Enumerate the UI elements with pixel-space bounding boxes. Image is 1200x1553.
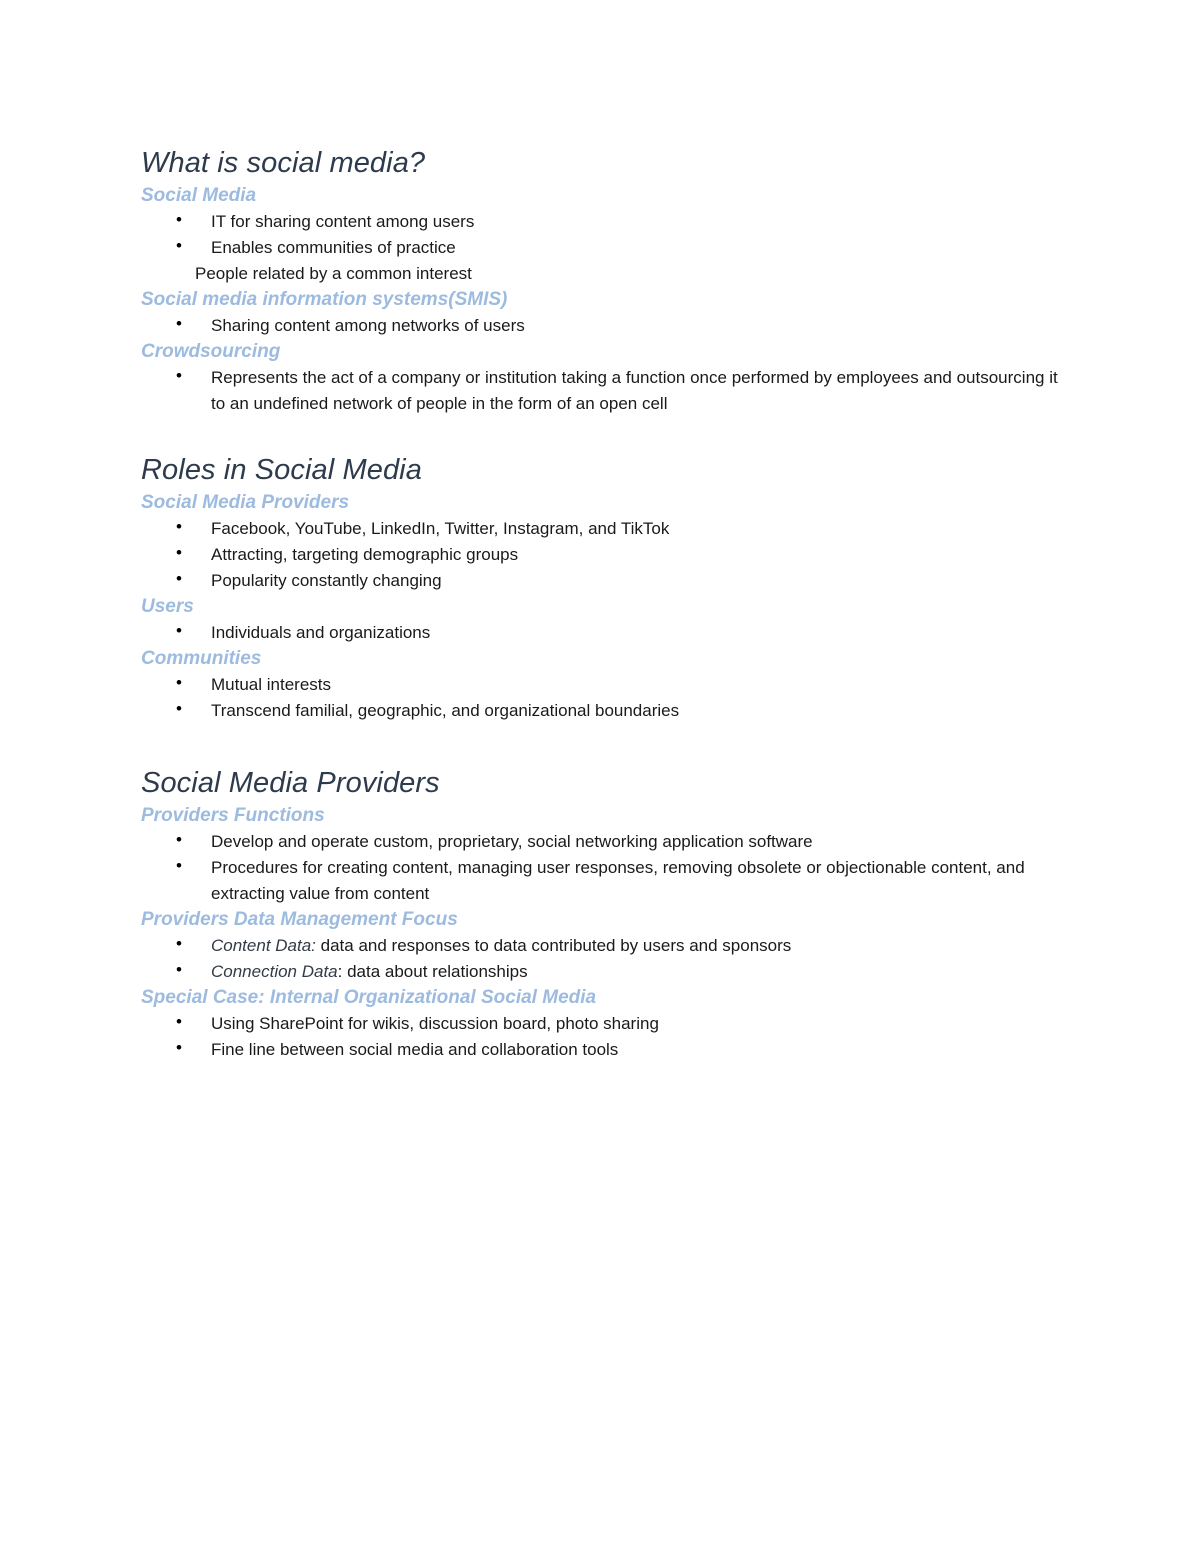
list-item-text: Mutual interests: [211, 675, 331, 694]
bullet-list: [141, 672, 1061, 724]
bullet-icon: •: [176, 830, 182, 849]
list-item-text: Popularity constantly changing: [211, 571, 442, 590]
bullet-list: [141, 313, 1061, 339]
list-item: [141, 516, 1061, 542]
section-what-is-social-media: [141, 143, 1061, 417]
section-social-media-providers: [141, 763, 1061, 1063]
list-item-text: Fine line between social media and collaboration tools: [211, 1040, 619, 1059]
bullet-icon: •: [176, 1012, 182, 1031]
bullet-icon: •: [176, 856, 182, 875]
list-item-text: Transcend familial, geographic, and organizational boundaries: [211, 701, 680, 720]
indented-note: People related by a common interest: [195, 264, 472, 283]
list-item-text: Enables communities of practice: [211, 238, 456, 257]
bullet-icon: •: [176, 210, 182, 229]
subheading-users: Users: [141, 596, 194, 617]
list-item-text: Procedures for creating content, managing user responses, removing obsolete or objectionable content, and extracting value from content: [211, 858, 1025, 903]
bullet-icon: •: [176, 543, 182, 562]
list-item-text: Individuals and organizations: [211, 623, 431, 642]
subheading-crowdsourcing: Crowdsourcing: [141, 341, 281, 362]
list-item-text: Sharing content among networks of users: [211, 316, 525, 335]
list-item: [141, 542, 1061, 568]
list-item-text: Using SharePoint for wikis, discussion board, photo sharing: [211, 1014, 659, 1033]
bullet-icon: •: [176, 673, 182, 692]
subheading-communities: Communities: [141, 648, 262, 669]
section-title: What is social media?: [141, 147, 426, 179]
list-item: [141, 829, 1061, 855]
list-item-text: Represents the act of a company or institution taking a function once performed by employees and outsourcing it to an undefined network of people in the form of an open cell: [211, 368, 1058, 413]
bullet-list: [141, 516, 1061, 594]
list-item: [141, 365, 1061, 417]
bullet-icon: •: [176, 934, 182, 953]
subheading-smis: Social media information systems(SMIS): [141, 289, 508, 310]
term-definition: : data about relationships: [337, 962, 528, 981]
list-item: [141, 959, 1061, 985]
bullet-list: [141, 365, 1061, 417]
bullet-icon: •: [176, 314, 182, 333]
bullet-list: [141, 620, 1061, 646]
term-definition: data and responses to data contributed by users and sponsors: [315, 936, 792, 955]
list-item: [141, 235, 1061, 261]
list-item: [141, 698, 1061, 724]
section-roles-in-social-media: [141, 450, 1061, 724]
bullet-icon: •: [176, 366, 182, 385]
subheading-providers-functions: Providers Functions: [141, 805, 325, 826]
list-item: [141, 568, 1061, 594]
section-title: Roles in Social Media: [141, 454, 422, 486]
list-item: [141, 313, 1061, 339]
bullet-list: [141, 829, 1061, 907]
list-item: [141, 933, 1061, 959]
section-title: Social Media Providers: [141, 767, 440, 799]
list-item: [141, 855, 1061, 907]
bullet-list: [141, 209, 1061, 261]
list-item: [141, 620, 1061, 646]
bullet-icon: •: [176, 960, 182, 979]
term-label: Content Data:: [211, 936, 316, 955]
list-item: [141, 672, 1061, 698]
bullet-icon: •: [176, 621, 182, 640]
bullet-icon: •: [176, 517, 182, 536]
subheading-data-management-focus: Providers Data Management Focus: [141, 909, 458, 930]
subheading-social-media-providers: Social Media Providers: [141, 492, 350, 513]
subheading-special-case: Special Case: Internal Organizational Social Media: [141, 987, 597, 1008]
list-item: [141, 1011, 1061, 1037]
list-item-text: IT for sharing content among users: [211, 212, 475, 231]
bullet-icon: •: [176, 1038, 182, 1057]
list-item-text: Develop and operate custom, proprietary, social networking application software: [211, 832, 813, 851]
bullet-icon: •: [176, 236, 182, 255]
list-item-text: Attracting, targeting demographic groups: [211, 545, 519, 564]
bullet-list: [141, 933, 1061, 985]
bullet-icon: •: [176, 699, 182, 718]
bullet-icon: •: [176, 569, 182, 588]
subheading-social-media: Social Media: [141, 185, 257, 206]
term-label: Connection Data: [211, 962, 338, 981]
bullet-list: [141, 1011, 1061, 1063]
list-item-text: Facebook, YouTube, LinkedIn, Twitter, Instagram, and TikTok: [211, 519, 670, 538]
list-item: [141, 209, 1061, 235]
list-item: [141, 1037, 1061, 1063]
